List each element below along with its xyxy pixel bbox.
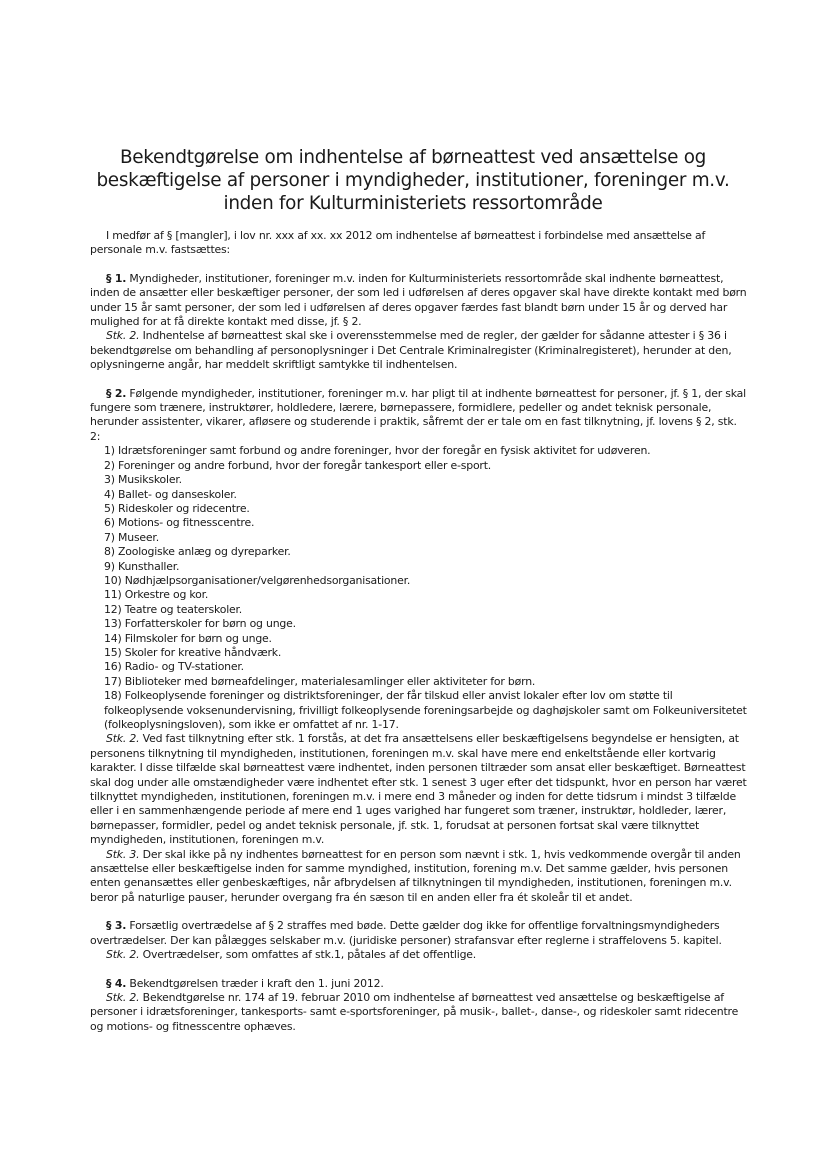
document-body <box>90 229 750 1034</box>
section-2-stk2-body: Ved fast tilknytning efter stk. 1 forstås, at det fra ansættelsens eller beskæftigelsens begyndelse er hensigten, at personens tilknytning til myndigheden, institutionen, foreningen m.v. skal have mere end enkeltstående eller kortvarig karakter. I disse tilfælde skal børneattest være indhentet, inden personen tiltræder som ansat eller beskæftiget. Børneattest skal dog under alle omstændigheder være indhentet efter stk. 1 senest 3 uger efter det tidspunkt, hvor en person har været tilknyttet myndigheden, institutionen, foreningen m.v. i mere end 3 måneder og inden for dette tidsrum i mindst 3 tilfælde eller i en sammenhængende periode af mere end 1 uges varighed har fungeret som træner, instruktør, holdleder, lærer, børnepasser, formidler, pedel og andet teknisk personale, jf. stk. 1, forudsat at personen fortsat skal være tilknyttet myndigheden, institutionen, foreningen m.v. <box>90 732 747 847</box>
preamble: I medfør af § [mangler], i lov nr. xxx af xx. xx 2012 om indhentelse af børneattest i forbindelse med ansættelse af personale m.v. fastsættes: <box>90 229 706 257</box>
list-item: 7) Museer. <box>104 530 159 544</box>
section-4-number: § 4. <box>106 976 127 990</box>
section-4-body: Bekendtgørelsen træder i kraft den 1. juni 2012. <box>129 976 384 990</box>
section-1-stk2-label: Stk. 2. <box>106 329 140 343</box>
list-item: 11) Orkestre og kor. <box>104 588 209 602</box>
section-1-stk2-body: Indhentelse af børneattest skal ske i overensstemmelse med de regler, der gælder for sådanne attester i § 36 i bekendtgørelse om behandling af personoplysninger i Det Centrale Kriminalregister (Kriminalregisteret), herunder at den, oplysningerne angår, har meddelt skriftligt samtykke til indhentelsen. <box>90 329 732 372</box>
list-item: 17) Biblioteker med børneafdelinger, materialesamlinger eller aktiviteter for børn. <box>104 674 536 688</box>
section-4 <box>90 977 750 1035</box>
list-item: 3) Musikskoler. <box>104 473 182 487</box>
section-4-stk2-label: Stk. 2. <box>106 990 140 1004</box>
list-item: 13) Forfatterskoler for børn og unge. <box>104 617 296 631</box>
section-2-stk3 <box>90 848 750 906</box>
section-3-body: Forsætlig overtrædelse af § 2 straffes med bøde. Dette gælder dog ikke for offentlige forvaltningsmyndigheders overtrædelser. Der kan pålægges selskaber m.v. (juridiske personer) strafansvar efter reglerne i straffelovens 5. kapitel. <box>90 919 722 947</box>
list-item: 14) Filmskoler for børn og unge. <box>104 631 272 645</box>
section-4-stk2-body: Bekendtgørelse nr. 174 af 19. februar 2010 om indhentelse af børneattest ved ansættelse og beskæftigelse af personer i idrætsforeninger, tankesports- samt e-sportsforeninger, på musik-, ballet-, danse-, og rideskoler samt ridecentre og motions- og fitnesscentre ophæves. <box>90 990 739 1033</box>
list-item: 10) Nødhjælpsorganisationer/velgørenhedsorganisationer. <box>104 573 411 587</box>
section-1-stk2 <box>90 329 750 372</box>
section-2-text <box>90 387 750 445</box>
list-item: 8) Zoologiske anlæg og dyreparker. <box>104 545 291 559</box>
section-3-text <box>90 919 750 948</box>
section-1 <box>90 272 750 373</box>
section-4-text <box>90 977 750 991</box>
section-2-body: Følgende myndigheder, institutioner, foreninger m.v. har pligt til at indhente børneattest for personer, jf. § 1, der skal fungere som trænere, instruktører, holdledere, lærere, børnepassere, formidlere, pedeller og andet teknisk personale, herunder assistenter, vikarer, afløsere og studerende i praktik, såfremt der er tale om en fast tilknytning, jf. lovens § 2, stk. 2: <box>90 386 746 443</box>
section-3-stk2-body: Overtrædelser, som omfattes af stk.1, påtales af det offentlige. <box>142 948 477 962</box>
list-item: 15) Skoler for kreative håndværk. <box>104 645 282 659</box>
section-4-stk2 <box>90 991 750 1034</box>
list-item: 2) Foreninger og andre forbund, hvor der foregår tankesport eller e-sport. <box>104 458 492 472</box>
list-item: 18) Folkeoplysende foreninger og distriktsforeninger, der får tilskud eller anvist lokaler efter lov om støtte til folkeoplysende voksenundervisning, frivilligt folkeoplysende foreningsarbejde og daghøjskoler samt om Folkeuniversitetet (folkeoplysningsloven), som ikke er omfattet af nr. 1-17. <box>104 689 747 731</box>
section-2-stk3-label: Stk. 3. <box>106 847 140 861</box>
section-2-stk2-label: Stk. 2. <box>106 732 140 746</box>
section-2-stk2 <box>90 732 750 847</box>
list-item: 16) Radio- og TV-stationer. <box>104 660 244 674</box>
list-item: 4) Ballet- og danseskoler. <box>104 487 237 501</box>
section-3-stk2 <box>90 948 750 962</box>
list-item: 5) Rideskoler og ridecentre. <box>104 501 250 515</box>
list-item: 9) Kunsthaller. <box>104 559 180 573</box>
section-2-stk3-body: Der skal ikke på ny indhentes børneattest for en person som nævnt i stk. 1, hvis vedkommende overgår til anden ansættelse eller beskæftigelse inden for samme myndighed, institution, forening m.v. Det samme gælder, hvis personen enten genansættes eller genbeskæftiges, når afbrydelsen af tilknytningen til myndigheden, institutionen, foreningen m.v. beror på naturlige pauser, herunder overgang fra én sæson til en anden eller fra ét skoleår til et andet. <box>90 847 741 904</box>
section-3-number: § 3. <box>106 919 127 933</box>
section-2-number: § 2. <box>106 386 127 400</box>
section-2-list <box>90 444 750 732</box>
section-1-number: § 1. <box>106 271 127 285</box>
section-2 <box>90 387 750 906</box>
section-1-body: Myndigheder, institutioner, foreninger m.v. inden for Kulturministeriets ressortområde skal indhente børneattest, inden de ansætter eller beskæftiger personer, der som led i udførelsen af deres opgaver skal have direkte kontakt med børn under 15 år samt personer, der som led i udførelsen af deres opgaver færdes fast blandt børn under 15 år og derved har mulighed for at få direkte kontakt med disse, jf. § 2. <box>90 271 747 329</box>
section-1-text <box>90 272 750 330</box>
list-item: 1) Idrætsforeninger samt forbund og andre foreninger, hvor der foregår en fysisk aktivitet for udøveren. <box>104 444 651 458</box>
list-item: 6) Motions- og fitnesscentre. <box>104 516 255 530</box>
document-title: Bekendtgørelse om indhentelse af børneattest ved ansættelse og beskæftigelse af personer i myndigheder, institutioner, foreninger m.v. inden for Kulturministeriets ressortområde <box>96 147 730 214</box>
section-3-stk2-label: Stk. 2. <box>106 948 140 962</box>
section-3 <box>90 919 750 962</box>
list-item: 12) Teatre og teaterskoler. <box>104 602 243 616</box>
